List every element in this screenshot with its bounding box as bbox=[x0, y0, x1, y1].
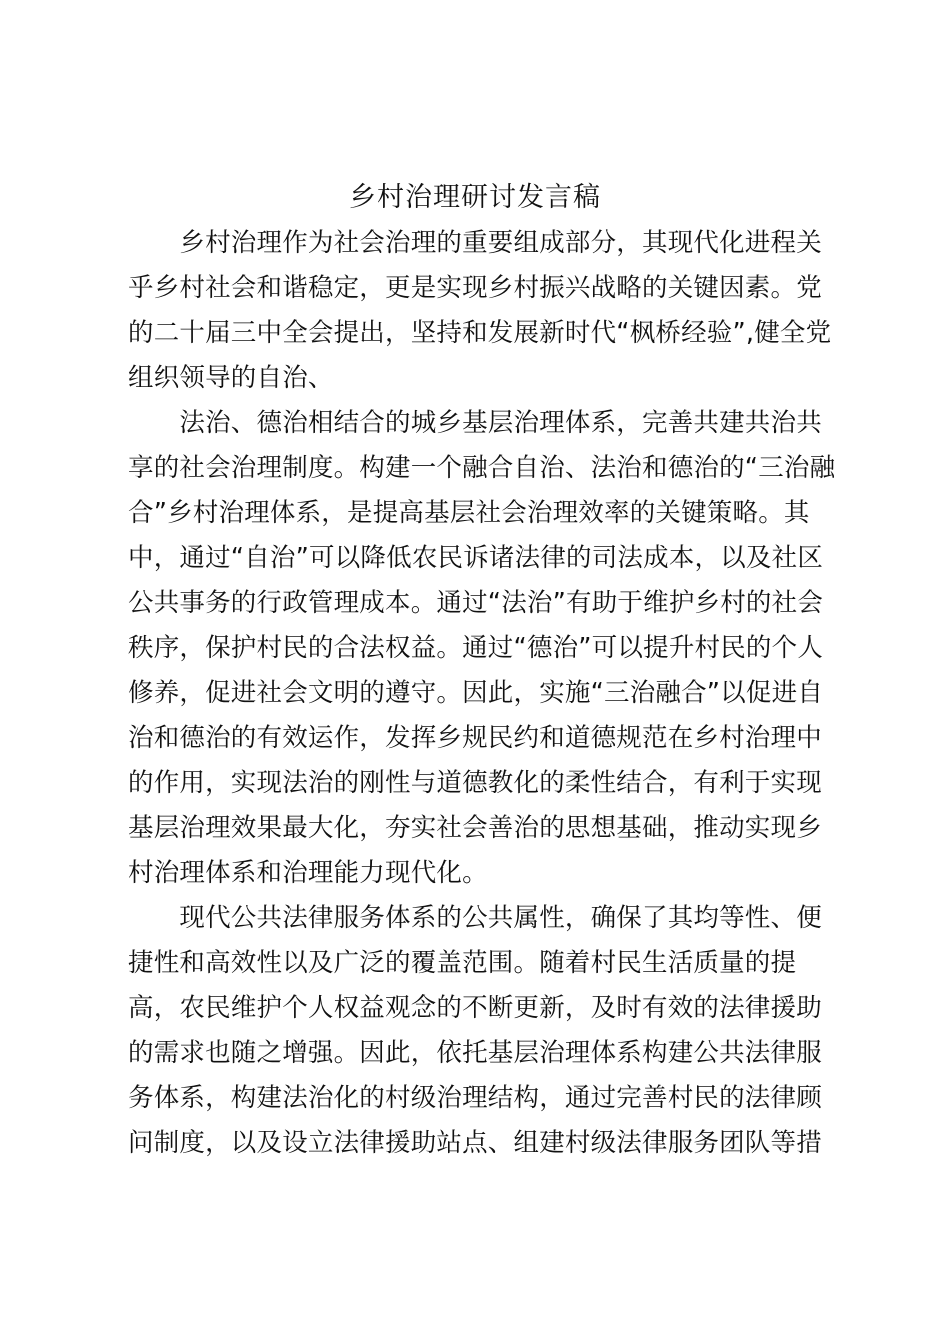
text-line: 村治理体系和治理能力现代化。 bbox=[128, 858, 488, 888]
text-line: 的作用，实现法治的刚性与道德教化的柔性结合，有利于实现 bbox=[128, 768, 822, 798]
text-line: 治和德治的有效运作，发挥乡规民约和道德规范在乡村治理中 bbox=[128, 723, 822, 753]
text-line: 乎乡村社会和谐稳定，更是实现乡村振兴战略的关键因素。党 bbox=[128, 273, 822, 303]
text-line: 公共事务的行政管理成本。通过“法治”有助于维护乡村的社会 bbox=[128, 588, 824, 618]
text-line: 秩序，保护村民的合法权益。通过“德治”可以提升村民的个人 bbox=[128, 633, 824, 663]
text-line: 现代公共法律服务体系的公共属性，确保了其均等性、便 bbox=[128, 903, 822, 933]
text-line: 乡村治理作为社会治理的重要组成部分，其现代化进程关 bbox=[128, 228, 822, 258]
text-line: 组织领导的自治、 bbox=[128, 363, 334, 393]
text-line: 问制度，以及设立法律援助站点、组建村级法律服务团队等措 bbox=[128, 1128, 822, 1158]
document-title: 乡村治理研讨发言稿 bbox=[349, 182, 601, 213]
text-line: 的二十届三中全会提出，坚持和发展新时代“枫桥经验”,健全党 bbox=[128, 318, 832, 348]
text-line: 的需求也随之增强。因此，依托基层治理体系构建公共法律服 bbox=[128, 1038, 822, 1068]
text-line: 中，通过“自治”可以降低农民诉诸法律的司法成本，以及社区 bbox=[128, 543, 824, 573]
text-line: 享的社会治理制度。构建一个融合自治、法治和德治的“三治融 bbox=[128, 453, 836, 483]
text-line: 捷性和高效性以及广泛的覆盖范围。随着村民生活质量的提 bbox=[128, 948, 797, 978]
text-line: 基层治理效果最大化，夯实社会善治的思想基础，推动实现乡 bbox=[128, 813, 822, 843]
text-line: 修养，促进社会文明的遵守。因此，实施“三治融合”以促进自 bbox=[128, 678, 824, 708]
text-line: 高，农民维护个人权益观念的不断更新，及时有效的法律援助 bbox=[128, 993, 822, 1023]
text-line: 务体系，构建法治化的村级治理结构，通过完善村民的法律顾 bbox=[128, 1083, 822, 1113]
text-line: 合”乡村治理体系，是提高基层社会治理效率的关键策略。其 bbox=[128, 498, 810, 528]
text-line: 法治、德治相结合的城乡基层治理体系，完善共建共治共 bbox=[128, 408, 822, 438]
